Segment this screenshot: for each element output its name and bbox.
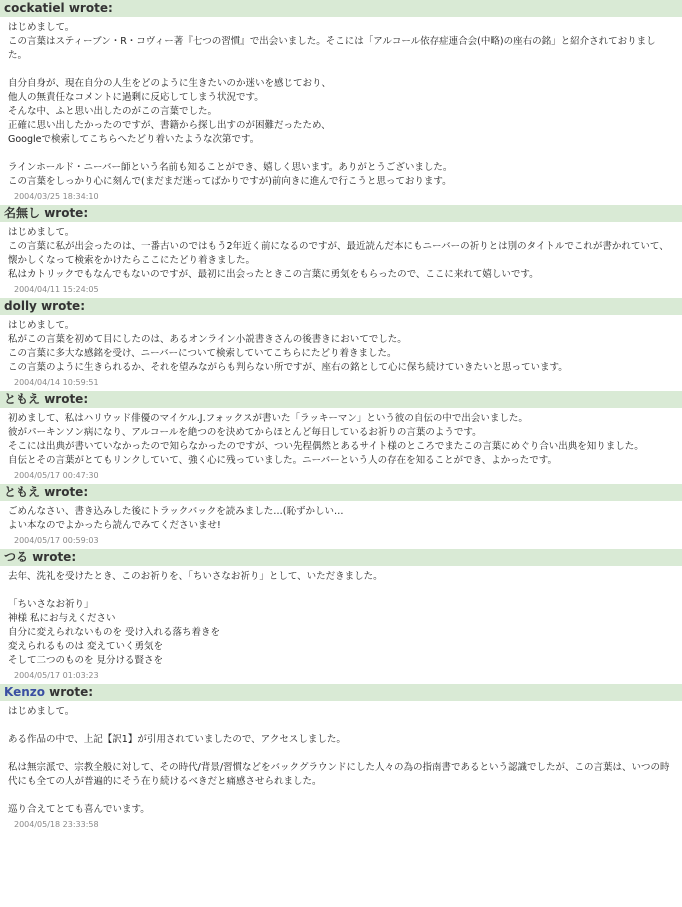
comment-header [0,298,682,315]
comment-line: ラインホールド・ニーバー師という名前も知ることができ、嬉しく思います。ありがとうございました。 [8,162,453,173]
comment-timestamp: 2004/05/18 23:33:58 [14,820,99,829]
comment-line [8,63,672,77]
comment-line [8,584,672,598]
comment [0,0,682,205]
comment [0,684,682,833]
comment-author: 名無し [4,206,41,220]
comment-body [0,566,682,668]
comment-author-link[interactable]: Kenzo [4,685,45,699]
comment-timestamp: 2004/05/17 00:47:30 [14,471,99,480]
comment-line: 彼がパーキンソン病になり、アルコールを絶つのを決めてからほとんど毎日しているお祈りの言葉のようです。 [8,427,482,438]
comment-line: この言葉に多大な感銘を受け、ニーバーについて検索していてこちらにたどり着きました。 [8,348,397,359]
comment-line: 神様 私にお与えください [8,613,116,624]
comment-line: はじめまして。 [8,227,75,238]
comment-timestamp: 2004/04/14 10:59:51 [14,378,99,387]
comment-line [8,747,672,761]
comment-line: ごめんなさい、書き込みした後にトラックバックを読みました…(恥ずかしい… [8,506,344,517]
comment [0,298,682,391]
comment-line: 去年、洗礼を受けたとき、このお祈りを、「ちいさなお祈り」として、いただきました。 [8,571,383,582]
comment-line: Googleで検索してこちらへたどり着いたような次第です。 [8,134,260,145]
comment-timestamp: 2004/03/25 18:34:10 [14,192,99,201]
comment-author: つる [4,550,29,564]
comment-line [8,719,672,733]
wrote-label: wrote: [64,1,113,15]
comment-header [0,549,682,566]
comment-author: dolly [4,299,37,313]
comment-timestamp: 2004/05/17 01:03:23 [14,671,99,680]
wrote-label: wrote: [40,392,89,406]
comment-body [0,222,682,282]
comment-line: そんな中、ふと思い出したのがこの言葉でした。 [8,106,218,117]
comment-header [0,684,682,701]
comment-line: 私はカトリックでもなんでもないのですが、最初に出会ったときこの言葉に勇気をもらったので、ここに来れて嬉しいです。 [8,269,539,280]
wrote-label: wrote: [28,550,77,564]
comment-line: そして二つのものを 見分ける賢さを [8,655,164,666]
comment-line: 自分に変えられないものを 受け入れる落ち着きを [8,627,221,638]
comment-body [0,701,682,817]
comment-author: cockatiel [4,1,65,15]
comment-line: ある作品の中で、上記【訳1】が引用されていましたので、アクセスしました。 [8,734,346,745]
comment-body [0,315,682,375]
comment-line: そこには出典が書いていなかったので知らなかったのですが、つい先程偶然とあるサイト様のところでまたこの言葉にめぐり合い出典を知りました。 [8,441,644,452]
comment-line: よい本なのでよかったら読んでみてくださいませ! [8,520,221,531]
comment-line [8,147,672,161]
comment-line: 正確に思い出したかったのですが、書籍から探し出すのが困難だったため、 [8,120,331,131]
comment-line: この言葉をしっかり心に刻んで(まだまだ迷ってばかりですが)前向きに進んで行こうと思っております。 [8,176,452,187]
comment-body [0,501,682,533]
comment-line [8,789,672,803]
comment-header [0,391,682,408]
comment-line: 自分自身が、現在自分の人生をどのように生きたいのか迷いを感じており、 [8,78,332,89]
comment-line: この言葉に私が出会ったのは、一番古いのではもう2年近く前になるのですが、最近読んだ本にもニーバーの祈りとは別のタイトルでこれが書かれていて、懐かしくなって検索をかけたらここにたどり着きました。 [8,241,669,266]
comment-line: 変えられるものは 変えていく勇気を [8,641,164,652]
comment-body [0,17,682,189]
wrote-label: wrote: [45,685,94,699]
comment-line: はじめまして。 [8,320,75,331]
comment-line: 初めまして、私はハリウッド俳優のマイケル.J.フォックスが書いた「ラッキーマン」という彼の自伝の中で出会いました。 [8,413,528,424]
wrote-label: wrote: [36,299,85,313]
comment-line: はじめまして。 [8,706,75,717]
comment-timestamp: 2004/05/17 00:59:03 [14,536,99,545]
comment-body [0,408,682,468]
comment-line: 「ちいさなお祈り」 [8,599,94,610]
comment-header [0,205,682,222]
comment-timestamp: 2004/04/11 15:24:05 [14,285,99,294]
comment-line: はじめまして。 [8,22,75,33]
wrote-label: wrote: [40,206,89,220]
comment-header [0,0,682,17]
comment-line: 巡り合えてとても喜んでいます。 [8,804,150,815]
comment-header [0,484,682,501]
comment-line: 自伝とその言葉がとてもリンクしていて、強く心に残っていました。ニーバーという人の存在を知ることができ、よかったです。 [8,455,558,466]
comment-author: ともえ [4,392,41,406]
comment-line: 私がこの言葉を初めて目にしたのは、あるオンライン小説書きさんの後書きにおいてでした。 [8,334,407,345]
comment-line: 私は無宗派で、宗教全般に対して、その時代/背景/習慣などをバックグラウンドにした人々の為の指南書であるという認識でしたが、この言葉は、いつの時代にも全ての人が普遍的にそう在り続けるべきだと痛感させられました。 [8,762,670,787]
comment-line: この言葉はスティーブン・R・コヴィー著『七つの習慣』で出会いました。そこには「アルコール依存症連合会(中略)の座右の銘」と紹介されておりました。 [8,36,656,61]
comment [0,549,682,684]
comment-line: この言葉のように生きられるか、それを望みながらも判らない所ですが、座右の銘として心に保ち続けていきたいと思っています。 [8,362,568,373]
comment [0,484,682,549]
comment [0,391,682,484]
comment [0,205,682,298]
comment-author: ともえ [4,485,41,499]
wrote-label: wrote: [40,485,89,499]
comment-line: 他人の無責任なコメントに過剰に反応してしまう状況です。 [8,92,264,103]
